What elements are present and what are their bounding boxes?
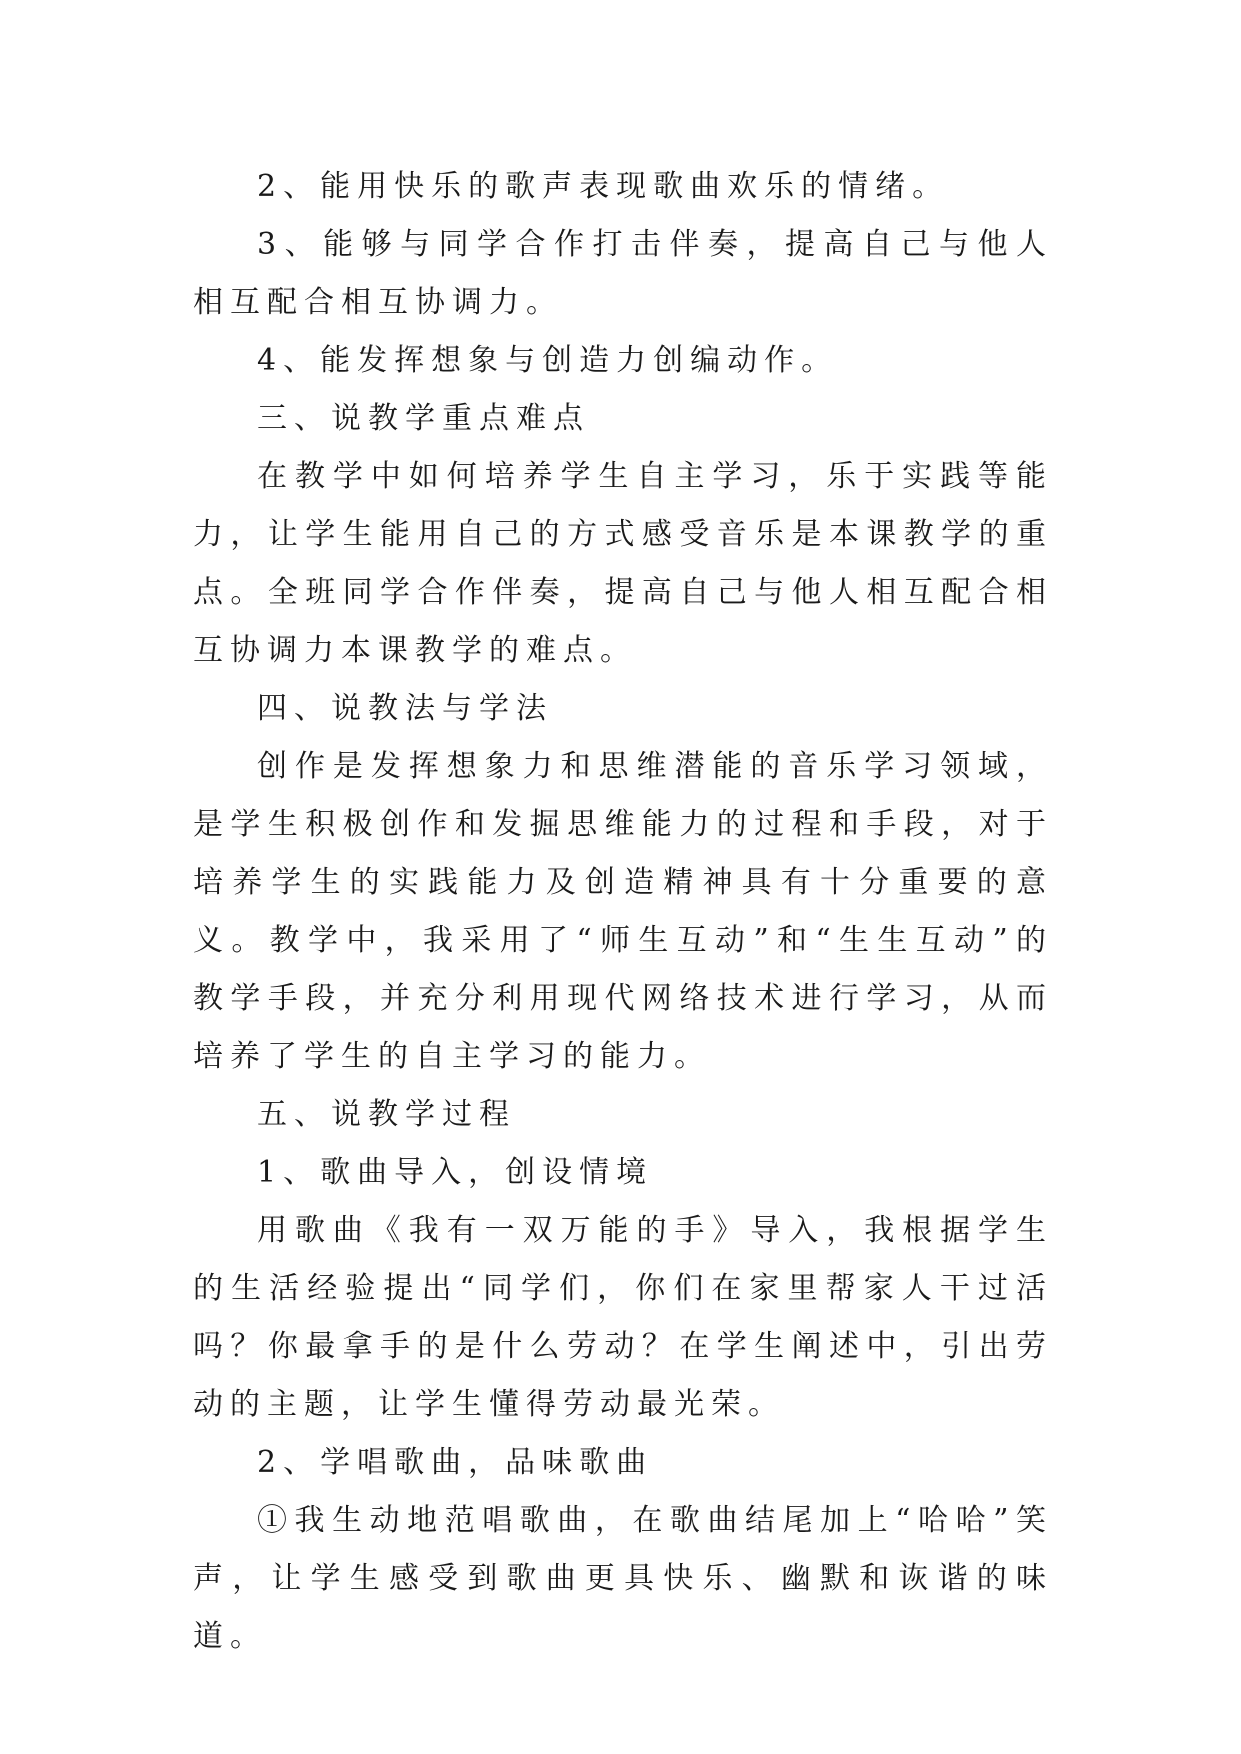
document-page bbox=[193, 158, 1053, 1666]
paragraph-goal-3: 3、能够与同学合作打击伴奏，提高自己与他人相互配合相互协调力。 bbox=[193, 227, 1053, 320]
subheading-song-intro: 1、歌曲导入，创设情境 bbox=[257, 1155, 654, 1190]
paragraph-goal-2: 2、能用快乐的歌声表现歌曲欢乐的情绪。 bbox=[257, 169, 950, 204]
section-heading-key-points: 三、说教学重点难点 bbox=[257, 401, 590, 436]
paragraph-methods: 创作是发挥想象力和思维潜能的音乐学习领域，是学生积极创作和发掘思维能力的过程和手段，对于培养学生的实践能力及创造精神具有十分重要的意义。教学中，我采用了“师生互动”和“生生互动”的教学手段，并充分利用现代网络技术进行学习，从而培养了学生的自主学习的能力。 bbox=[193, 749, 1053, 1074]
paragraph-learn-song: ①我生动地范唱歌曲，在歌曲结尾加上“哈哈”笑声，让学生感受到歌曲更具快乐、幽默和诙谐的味道。 bbox=[193, 1503, 1053, 1654]
section-heading-process: 五、说教学过程 bbox=[257, 1097, 516, 1132]
subheading-learn-song: 2、学唱歌曲，品味歌曲 bbox=[257, 1445, 654, 1480]
paragraph-song-intro: 用歌曲《我有一双万能的手》导入，我根据学生的生活经验提出“同学们，你们在家里帮家人干过活吗？你最拿手的是什么劳动？在学生阐述中，引出劳动的主题，让学生懂得劳动最光荣。 bbox=[193, 1213, 1053, 1422]
section-heading-methods: 四、说教法与学法 bbox=[257, 691, 553, 726]
paragraph-key-points: 在教学中如何培养学生自主学习，乐于实践等能力，让学生能用自己的方式感受音乐是本课教学的重点。全班同学合作伴奏，提高自己与他人相互配合相互协调力本课教学的难点。 bbox=[193, 459, 1053, 668]
paragraph-goal-4: 4、能发挥想象与创造力创编动作。 bbox=[257, 343, 839, 378]
